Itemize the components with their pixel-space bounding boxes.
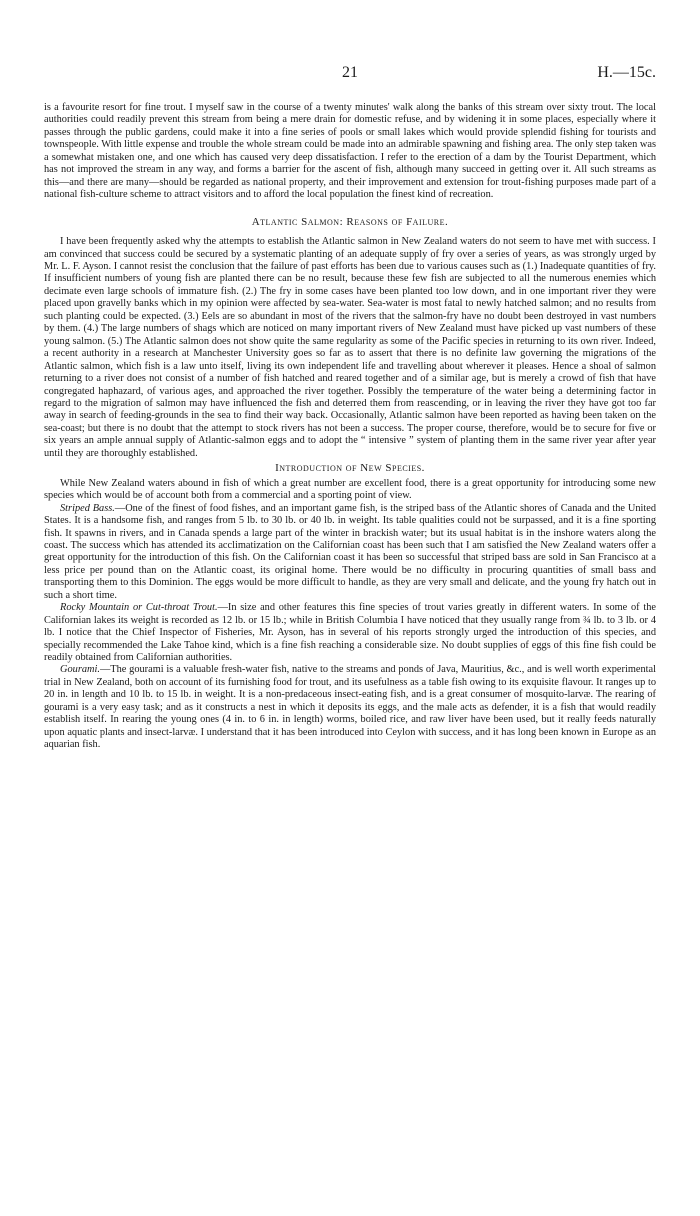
paragraph-striped-bass xyxy=(44,503,656,603)
paragraph-gourami xyxy=(44,664,656,751)
text-gourami: —The gourami is a valuable fresh-water fish, native to the streams and ponds of Java, Mauritius, &c., and is well worth experimental trial in New Zealand, both on account of its furnishing food for trout, and its usefulness as a table fish owing to its exquisite flavour. It ranges up to 20 in. in length and 10 lb. to 15 lb. in weight. It is a non-predaceous insect-eating fish, and is a great consumer of mosquito-larvæ. The rearing of gourami is a very easy task; and as it constructs a nest in which it deposits its eggs, and the male acts as defender, it is a fish that would readily establish itself. In rearing the young ones (4 in. to 6 in. in length) worms, boiled rice, and raw liver have been used, but it really feeds naturally upon aquatic plants and insect-larvæ. I understand that it has been introduced into Ceylon with success, and it has long been known in Europe as an aquarian fish. xyxy=(44,664,656,751)
text-cut-throat-trout: —In size and other features this fine species of trout varies greatly in different waters. In some of the Californian lakes its weight is recorded as 12 lb. or 15 lb.; while in British Columbia I have noticed that they usually range from ¾ lb. to 3 lb. or 4 lb. I notice that the Chief Inspector of Fisheries, Mr. Ayson, has in several of his reports strongly urged the introduction of this species, and specially recommended the Lake Tahoe kind, which is a fine fish reaching a considerable size. No doubt supplies of eggs of this fine fish could be readily obtained from Californian authorities. xyxy=(44,602,656,664)
lead-cut-throat-trout: Rocky Mountain or Cut-throat Trout. xyxy=(60,602,218,614)
document-reference: H.—15c. xyxy=(597,64,656,81)
paragraph-new-species-intro: While New Zealand waters abound in fish of which a great number are excellent food, there is a great opportunity for introducing some new species which would be of account both from a commercial and a sporting point of view. xyxy=(44,477,656,502)
paragraph-trout-stream: is a favourite resort for fine trout. I myself saw in the course of a twenty minutes' walk along the banks of this stream over sixty trout. The local authorities could readily prevent this stream from being a mere drain for domestic refuse, and by widening it in some places, especially where it passes through the public gardens, could make it into a fine series of pools or small lakes which would provide splendid fishing for tourists and townspeople. With little expense and trouble the whole stream could be made into an admirable spawning and fishing area. The only step taken was a somewhat mistaken one, and one which has caused very deep dissatisfaction. I refer to the erection of a dam by the Tourist Department, which has not improved the stream in any way, and forms a barrier for the ascent of fish, although many succeed in getting over it. All such streams as this—and there are many—should be regarded as national property, and their improvement and extension for trout-fishing purposes made part of a national fish-culture scheme to attract visitors and to afford the local population the finest kind of recreation. xyxy=(44,102,656,201)
heading-atlantic-salmon: Atlantic Salmon: Reasons of Failure. xyxy=(251,215,449,228)
page-body xyxy=(44,102,656,752)
text-striped-bass: —One of the finest of food fishes, and an important game fish, is the striped bass of the Atlantic shores of Canada and the United States. It is a handsome fish, and ranges from 5 lb. to 30 lb. or 40 lb. in weight. Its table qualities could not be surpassed, and it is a fine sporting fish. It spawns in rivers, and in Canada spends a large part of the winter in brackish water; but its usual habitat is in the inshore waters along the coast. The success which has attended its acclimatization on the Californian coast has been such that I am satisfied the New Zealand waters offer a great opportunity for the introduction of this fish. On the Californian coast it has been so successful that striped bass are sold in San Francisco at a less price per pound than on the Atlantic coast, its original home. There would be no difficulty in procuring quantities of small bass and transporting them to this Dominion. The eggs would be more difficult to handle, as they are very small and delicate, and the young fry hatch out in such a short time. xyxy=(44,502,657,601)
page-number: 21 xyxy=(342,64,358,81)
heading-new-species: Introduction of New Species. xyxy=(275,462,425,475)
paragraph-cut-throat-trout xyxy=(44,602,656,664)
lead-gourami: Gourami. xyxy=(60,664,100,676)
paragraph-salmon-failure: I have been frequently asked why the attempts to establish the Atlantic salmon in New Zealand waters do not seem to have met with success. I am convinced that success could be secured by a systematic planting of an adequate supply of fry over a series of years, as was strongly urged by Mr. L. F. Ayson. I cannot resist the conclusion that the failure of past efforts has been due to various causes such as (1.) Inadequate quantities of fry. If insufficient numbers of young fish are planted there can be no result, because these few fish are subjected to all the numerous enemies which decimate even large schools of immature fish. (2.) The fry in some cases have been planted too low down, and in one important river they were placed upon gravelly banks which in my opinion were affected by sea-water. Sea-water is most fatal to newly hatched salmon; and no results from such planting could be expected. (3.) Eels are so abundant in most of the rivers that the salmon-fry have no doubt been destroyed in vast numbers by them. (4.) The large numbers of shags which are noticed on many important rivers of New Zealand must have picked up vast numbers of these young salmon. (5.) The Atlantic salmon does not show quite the same regularity as some of the Pacific species in returning to its own river. Indeed, a recent authority in a research at Manchester University goes so far as to assert that there is no definite law governing the migrations of the Atlantic salmon, which fish is a law unto itself, living its own independent life and travelling about wherever it pleases. Hence a shoal of salmon returning to a river does not consist of a number of fish hatched and reared together and of a similar age, but is merely a crowd of fish that have congregated haphazard, of various ages, and approached the river together. Possibly the temperature of the water being a determining factor in regard to the migration of salmon may have influenced the fish and deterred them from reascending, or in leaving the river they have got too far away in search of feeding-grounds in the sea to find their way back. Occasionally, Atlantic salmon have been reported as having been taken on the sea-coast; but there is no doubt that the attempt to stock rivers has not been a success. The proper course, therefore, would be to secure for five or six years an ample annual supply of Atlantic-salmon eggs and to adopt the “ intensive ” system of planting them in the same river year after year until they are thoroughly established. xyxy=(44,236,656,459)
lead-striped-bass: Striped Bass. xyxy=(60,502,115,514)
page-header xyxy=(44,64,656,86)
